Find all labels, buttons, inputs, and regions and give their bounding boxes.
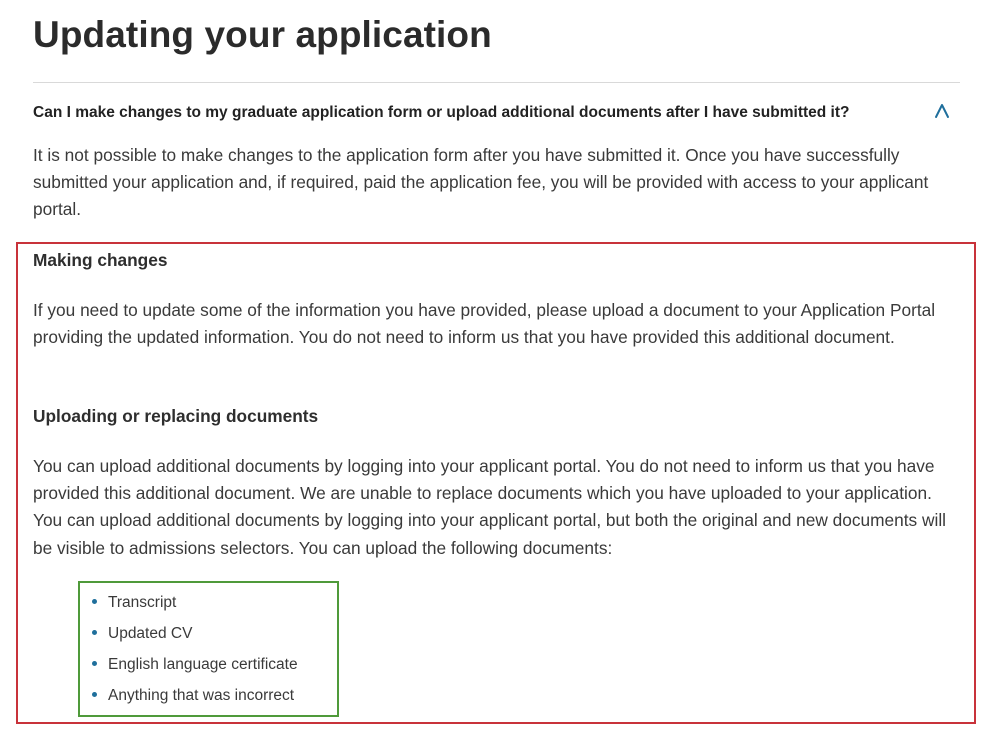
bullet-icon xyxy=(92,661,97,666)
list-item xyxy=(90,683,298,714)
section-body-uploading: You can upload additional documents by logging into your applicant portal. You do not need to inform us that you have provided this additional document. We are unable to replace documents which you have uploaded to your application. You can upload additional documents by logging into your applicant portal, but both the original and new documents will be visible to admissions selectors. You can upload the following documents: xyxy=(33,456,946,558)
faq-question[interactable]: Can I make changes to my graduate application form or upload additional documents after I have submitted it? xyxy=(33,104,850,121)
section-heading-uploading: Uploading or replacing documents xyxy=(33,406,319,426)
list-item-label: Transcript xyxy=(108,594,177,611)
list-item xyxy=(90,652,298,683)
bullet-icon xyxy=(92,599,97,604)
list-item-label: Updated CV xyxy=(108,625,193,642)
list-item-label: Anything that was incorrect xyxy=(108,687,295,704)
answer-intro: It is not possible to make changes to the application form after you have submitted it. Once you have successfully submitted your application and, if required, paid the application fee, you will be provided with access to your applicant portal. xyxy=(33,145,929,220)
documents-list xyxy=(90,590,298,714)
section-body-making-changes: If you need to update some of the information you have provided, please upload a document to your Application Portal providing the updated information. You do not need to inform us that you have provided this additional document. xyxy=(33,300,936,348)
bullet-icon xyxy=(92,692,97,697)
chevron-up-icon[interactable] xyxy=(933,102,951,120)
bullet-icon xyxy=(92,630,97,635)
section-heading-making-changes: Making changes xyxy=(33,250,168,270)
divider xyxy=(33,82,960,83)
list-item xyxy=(90,590,298,621)
list-item-label: English language certificate xyxy=(108,656,298,673)
list-item xyxy=(90,621,298,652)
page-title: Updating your application xyxy=(33,14,492,55)
